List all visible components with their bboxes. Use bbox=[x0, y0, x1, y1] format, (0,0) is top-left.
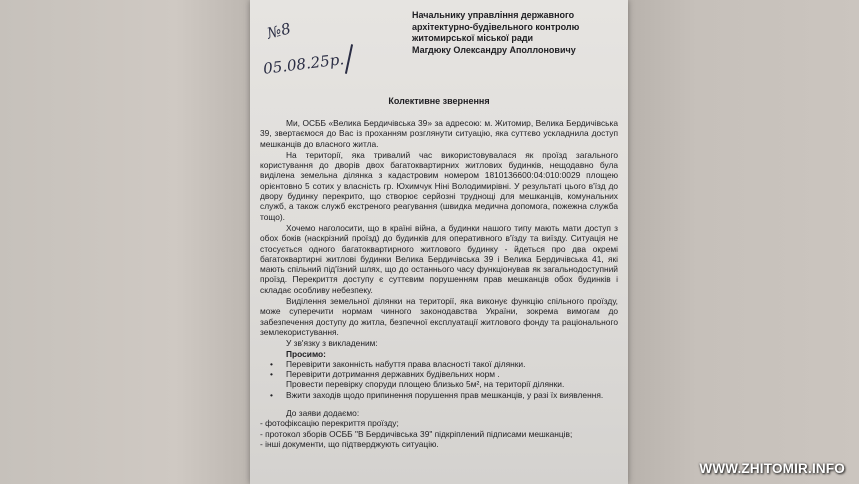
paragraph: На території, яка тривалий час використовувалася як проїзд загального користування до дворів двох багатоквартирних житлових будинків, нещодавно була виділена земельна ділянка з кадастровим номером 1810136600:04:010:0029 площею орієнтовно 5 сотих у власність гр. Юхимчук Ніні Володимирівні. У результаті цього в'їзд до двору будинку перекрито, що створює серйозні труднощі для мешканців, комунальних служб, а також служб екстреного реагування (швидка медична допомога, пожежна служба тощо). bbox=[260, 149, 618, 222]
bullet-icon: • bbox=[270, 369, 273, 380]
document-body bbox=[260, 118, 618, 449]
list-item bbox=[260, 369, 618, 379]
background-left bbox=[0, 0, 252, 484]
addressee-block bbox=[412, 10, 608, 56]
document-sheet bbox=[250, 0, 628, 484]
request-text: Вжити заходів щодо припинення порушення прав мешканців, у разі їх виявлення. bbox=[286, 389, 604, 400]
paragraph: Ми, ОСББ «Велика Бердичівська 39» за адресою: м. Житомир, Велика Бердичівська 39, звертаємося до Вас із проханням розглянути ситуацію, яка суттєво ускладнила доступ мешканців до власного житла. bbox=[260, 118, 618, 149]
request-continuation: Провести перевірку споруди площею близько 5м², на території ділянки. bbox=[286, 379, 565, 390]
addressee-line: архітектурно-будівельного контролю bbox=[412, 21, 580, 32]
attachments-label: До заяви додаємо: bbox=[286, 408, 360, 419]
paragraph: Хочемо наголосити, що в країні війна, а будинки нашого типу мають мати доступ з обох боків (наскрізний проїзд) до будинків для оперативного в'їзду та виїзду. Ситуація не стосується одного багатоквартирного житлового будинку - йдеться про два окремі багатоквартирні житлові будинки Велика Бердичівська 39 і Велика Бердичівська 41, які мають спільний під'їзний шлях, що до останнього часу функціонував як загальнодоступний проїзд. Перекриття доступу є суттєвим порушенням прав мешканців обох будинків і складає особливу небезпеку. bbox=[260, 222, 618, 295]
addressee-line: Магдюку Олександру Аполлоновичу bbox=[412, 44, 576, 55]
site-watermark: WWW.ZHITOMIR.INFO bbox=[699, 461, 845, 476]
request-list bbox=[260, 359, 618, 400]
addressee-line: Начальнику управління державного bbox=[412, 10, 575, 20]
bullet-icon: • bbox=[270, 358, 273, 369]
list-item bbox=[260, 390, 618, 400]
request-text: Перевірити законність набуття права власності такої ділянки. bbox=[286, 358, 526, 369]
bullet-icon: • bbox=[270, 389, 273, 400]
attachment-item: - протокол зборів ОСББ "В Бердичівська 39" підкріплений підписами мешканців; bbox=[260, 428, 573, 439]
list-item bbox=[260, 359, 618, 369]
attachment-item: - фотофіксацію перекриття проїзду; bbox=[260, 418, 399, 429]
handwritten-slash bbox=[345, 44, 353, 74]
attachments-block bbox=[260, 408, 618, 449]
paragraph: Виділення земельної ділянки на території, яка виконує функцію спільного проїзду, може суперечити нормам чинного законодавства України, зокрема вимогам до забезпечення доступу до житла, безпечної експлуатації житлового фонду та раціонального землекористування. bbox=[260, 296, 618, 337]
background-right bbox=[628, 0, 859, 484]
request-text: Перевірити дотримання державних будівельних норм . bbox=[286, 369, 500, 380]
handwritten-number: №8 bbox=[265, 19, 293, 43]
handwritten-date: 05.08.25р. bbox=[262, 50, 345, 78]
connection-line: У зв'язку з викладеним: bbox=[286, 338, 378, 349]
attachment-item: - інші документи, що підтверджують ситуацію. bbox=[260, 438, 439, 449]
request-label: Просимо: bbox=[286, 348, 326, 359]
addressee-line: житомирської міської ради bbox=[412, 33, 534, 43]
document-title: Колективне звернення bbox=[388, 96, 490, 106]
